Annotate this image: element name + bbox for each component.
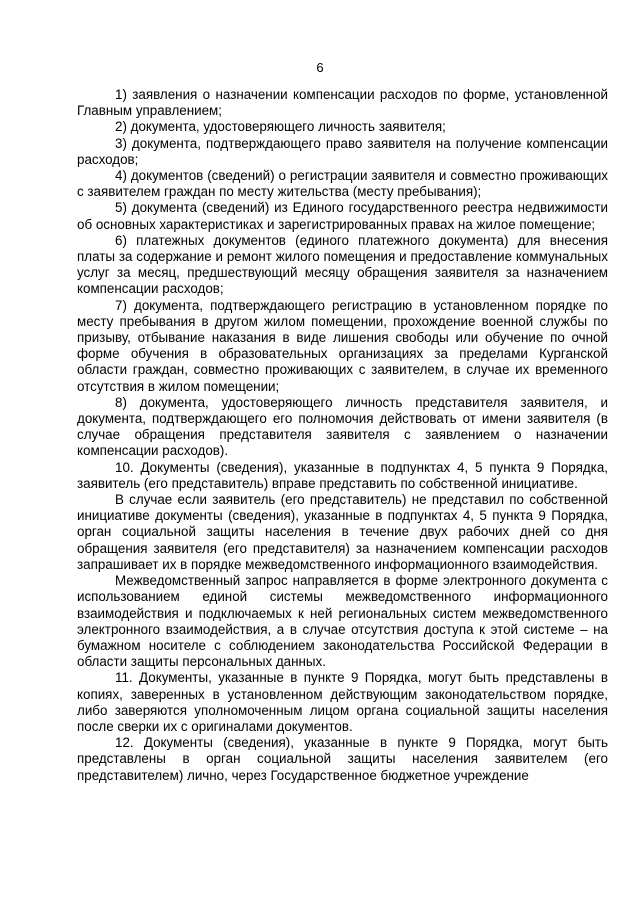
paragraph-8: 8) документа, удостоверяющего личность представителя заявителя, и документа, подтверждающего его полномочия действовать от имени заявителя (в случае обращения представителя заявителя с заявлением о назначении компенсации расходов). <box>77 394 608 459</box>
paragraph-1: 1) заявления о назначении компенсации расходов по форме, установленной Главным управлением; <box>77 87 608 119</box>
paragraph-7: 7) документа, подтверждающего регистрацию в установленном порядке по месту пребывания в другом жилом помещении, прохождение военной службы по призыву, отбывание наказания в виде лишения свободы или обучение по очной форме обучения в образовательных организациях за пределами Курганской области граждан, совместно проживающих с заявителем, в случае их временного отсутствия в жилом помещении; <box>77 297 608 394</box>
paragraph-item-12: 12. Документы (сведения), указанные в пункте 9 Порядка, могут быть представлены в орган социальной защиты населения заявителем (его представителем) лично, через Государственное бюджетное учреждение <box>77 735 608 783</box>
paragraph-5: 5) документа (сведений) из Единого государственного реестра недвижимости об основных характеристиках и зарегистрированных правах на жилое помещение; <box>77 200 608 232</box>
paragraph-3: 3) документа, подтверждающего право заявителя на получение компенсации расходов; <box>77 135 608 167</box>
paragraph-4: 4) документов (сведений) о регистрации заявителя и совместно проживающих с заявителем граждан по месту жительства (месту пребывания); <box>77 168 608 200</box>
paragraph-item-10: 10. Документы (сведения), указанные в подпунктах 4, 5 пункта 9 Порядка, заявитель (его представитель) вправе представить по собственной инициативе. <box>77 459 608 491</box>
document-body <box>77 87 608 784</box>
paragraph-item-10-cont: В случае если заявитель (его представитель) не представил по собственной инициативе документы (сведения), указанные в подпунктах 4, 5 пункта 9 Порядка, орган социальной защиты населения в течение двух рабочих дней со дня обращения заявителя (его представителя) за назначением компенсации расходов запрашивает их в порядке межведомственного информационного взаимодействия. <box>77 492 608 572</box>
paragraph-item-11: 11. Документы, указанные в пункте 9 Порядка, могут быть представлены в копиях, заверенных в установленном действующим законодательством порядке, либо заверяются уполномоченным лицом органа социальной защиты населения после сверки их с оригиналами документов. <box>77 670 608 734</box>
paragraph-6: 6) платежных документов (единого платежного документа) для внесения платы за содержание и ремонт жилого помещения и предоставление коммунальных услуг за месяц, предшествующий месяцу обращения заявителя за назначением компенсации расходов; <box>77 232 608 297</box>
page-number: 6 <box>316 60 324 75</box>
paragraph-interagency-request: Межведомственный запрос направляется в форме электронного документа с использованием единой системы межведомственного информационного взаимодействия и подключаемых к ней региональных систем межведомственного электронного взаимодействия, а в случае отсутствия доступа к этой системе – на бумажном носителе с соблюдением законодательства Российской Федерации в области защиты персональных данных. <box>77 573 608 670</box>
paragraph-2: 2) документа, удостоверяющего личность заявителя; <box>115 119 446 135</box>
